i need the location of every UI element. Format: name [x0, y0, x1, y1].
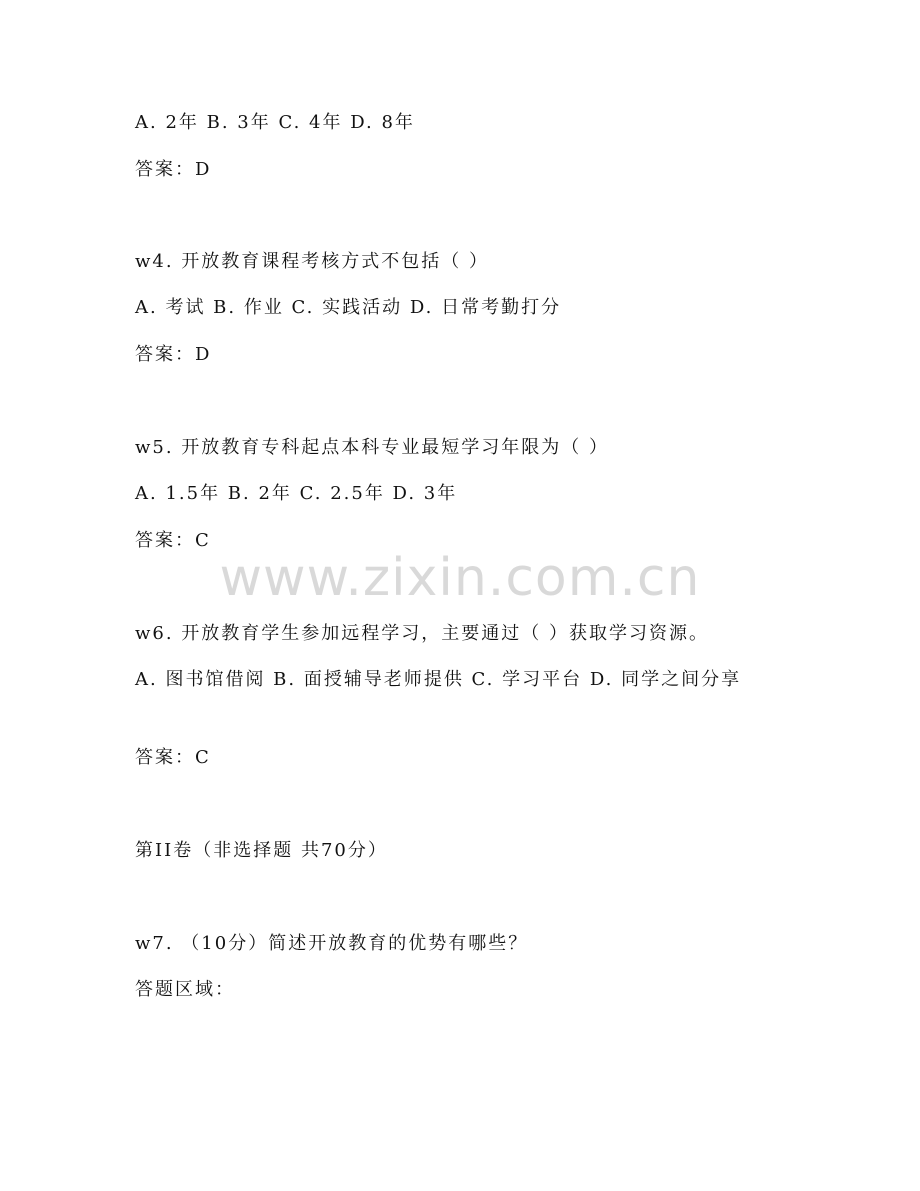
- q5-question: w5. 开放教育专科起点本科专业最短学习年限为（ ）: [135, 437, 610, 458]
- q5-answer: 答案：C: [135, 530, 211, 551]
- q7-answer-area: 答题区域：: [135, 979, 235, 1000]
- watermark-text: www.zixin.com.cn: [219, 548, 701, 608]
- q4-answer: 答案：D: [135, 344, 212, 365]
- q7-question: w7. （10分）简述开放教育的优势有哪些？: [135, 933, 529, 954]
- q5-options: A. 1.5年 B. 2年 C. 2.5年 D. 3年: [135, 483, 458, 504]
- q6-question: w6. 开放教育学生参加远程学习，主要通过（ ）获取学习资源。: [135, 623, 710, 644]
- q6-options: A. 图书馆借阅 B. 面授辅导老师提供 C. 学习平台 D. 同学之间分享: [135, 669, 742, 690]
- q3-answer: 答案：D: [135, 159, 212, 180]
- q4-question: w4. 开放教育课程考核方式不包括（ ）: [135, 251, 490, 272]
- q6-answer: 答案：C: [135, 747, 211, 768]
- q3-options: A. 2年 B. 3年 C. 4年 D. 8年: [135, 112, 415, 133]
- section-title: 第II卷（非选择题 共70分）: [135, 840, 388, 861]
- q4-options: A. 考试 B. 作业 C. 实践活动 D. 日常考勤打分: [135, 297, 562, 318]
